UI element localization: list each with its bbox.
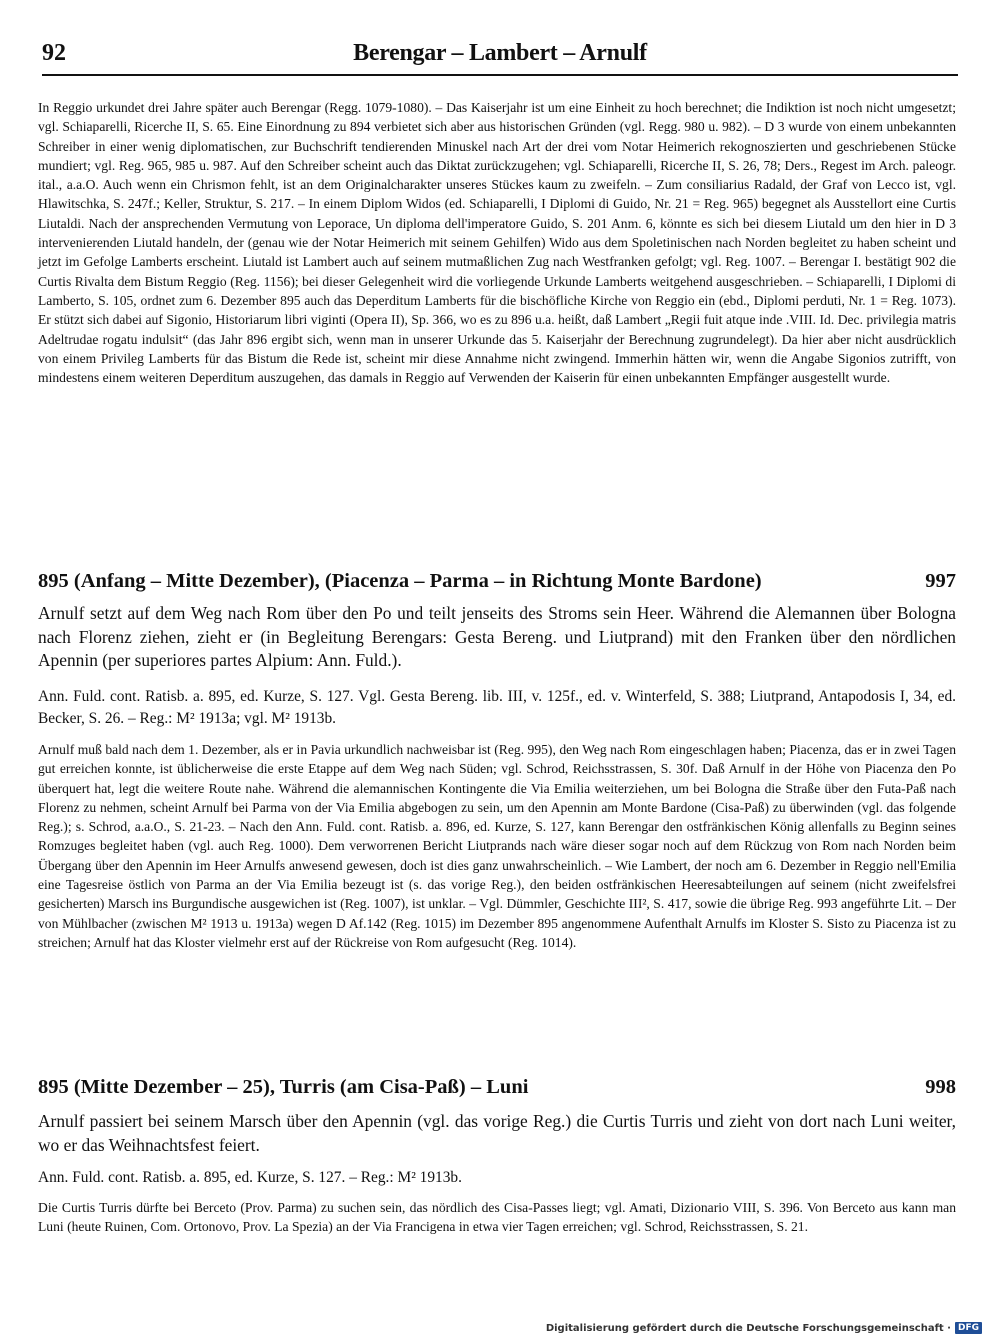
regest-997-sources: Ann. Fuld. cont. Ratisb. a. 895, ed. Kurze, S. 127. Vgl. Gesta Bereng. lib. III, v. 125f., ed. v. Winterfeld, S. 388; Liutprand, Antapodosis I, 34, ed. Becker, S. 26. – Reg.: M² 1913a; vgl. M² 1913b. <box>38 688 956 727</box>
dfg-footer <box>546 1321 982 1335</box>
regest-998-text: Arnulf passiert bei seinem Marsch über den Apennin (vgl. das vorige Reg.) die Curtis Turris und zieht von dort nach Luni weiter, wo er das Weihnachtsfest feiert. <box>38 1111 956 1155</box>
regest-998-sources: Ann. Fuld. cont. Ratisb. a. 895, ed. Kurze, S. 127. – Reg.: M² 1913b. <box>38 1169 462 1186</box>
regest-997-text: Arnulf setzt auf dem Weg nach Rom über den Po und teilt jenseits des Stroms sein Heer. Während die Alemannen über Bologna nach Florenz ziehen, zieht er (in Begleitung Berengars: Gesta Bereng. und Liutprand) mit den Franken über den nördlichen Apennin (per superiores partes Alpium: Ann. Fuld.). <box>38 603 956 670</box>
regest-998-date-place: 895 (Mitte Dezember – 25), Turris (am Cisa-Paß) – Luni <box>38 1076 529 1098</box>
regest-998-heading <box>38 1074 956 1100</box>
footer-text: Digitalisierung gefördert durch die Deutsche Forschungsgemeinschaft · <box>545 1322 951 1334</box>
running-title: Berengar – Lambert – Arnulf <box>353 40 647 66</box>
regest-997-date-place: 895 (Anfang – Mitte Dezember), (Piacenza – Parma – in Richtung Monte Bardone) <box>38 570 762 592</box>
regest-998-commentary: Die Curtis Turris dürfte bei Berceto (Prov. Parma) zu suchen sein, das nördlich des Cisa-Passes liegt; vgl. Amati, Dizionario VIII, S. 396. Von Berceto aus kann man Luni (heute Ruinen, Com. Ortonovo, Prov. La Spezia) an der Via Francigena in etwa vier Tagen erreichen; vgl. Schrod, Reichsstrassen, S. 21. <box>38 1200 956 1235</box>
regest-997-heading <box>38 568 956 594</box>
page-header <box>42 40 958 76</box>
dfg-logo: DFG <box>955 1322 982 1334</box>
regest-998-number: 998 <box>925 1076 956 1098</box>
commentary-prev-regest: In Reggio urkundet drei Jahre später auch Berengar (Regg. 1079-1080). – Das Kaiserjahr ist um eine Einheit zu hoch berechnet; die Indiktion ist noch nicht umgesetzt; vgl. Schiaparelli, Ricerche II, S. 65. Eine Einordnung zu 894 verbietet sich aber aus historischen Gründen (vgl. Regg. 980 u. 982). – D 3 wurde von einem unbekannten Schreiber in einer wenig diplomatischen, zur Buchschrift tendierenden Minuskel nach Art der drei vom Notar Heimerich rekognoszierten und geschriebenen Stücke mundiert; vgl. Reg. 965, 985 u. 987. Auf den Schreiber scheint auch das Diktat zurückzugehen; vgl. Schiaparelli, Ricerche II, S. 26, 78; Ders., Regest im Arch. paleogr. ital., a.a.O. Auch wenn ein Chrismon fehlt, ist an dem Originalcharakter unseres Stückes kaum zu zweifeln. – Zum consiliarius Radald, der Graf von Lecco ist, vgl. Hlawitschka, S. 247f.; Keller, Struktur, S. 217. – In einem Diplom Widos (ed. Schiaparelli, I Diplomi di Guido, Nr. 21 = Reg. 965) begegnet als Ausstellort eine Curtis Liutaldi. Nach der ansprechenden Vermutung von Leporace, Un diploma dell'imperatore Guido, S. 201 Anm. 6, könnte es sich bei diesem Liutald um den hier in D 3 intervenierenden Liutald handeln, der (genau wie der Notar Heimerich mit seinem Gehilfen) Wido aus dem Spoletinischen nach Norden begleitet zu haben scheint und jetzt im Gefolge Lamberts erscheint. Liutald ist Lambert auch auf seinem mutmaßlichen Zug nach Westfranken gefolgt; vgl. Reg. 1007. – Berengar I. bestätigt 902 die Curtis Rivalta dem Bistum Reggio (Reg. 1156); bei dieser Gelegenheit wird die vorliegende Urkunde Lamberts weitgehend ausgeschrieben. – Schiaparelli, I Diplomi di Lamberto, S. 105, ordnet zum 6. Dezember 895 auch das Deperditum Lamberts für die bischöfliche Kirche von Reggio ein (ebd., Diplomi perduti, Nr. 1 = Reg. 1073). Er stützt sich dabei auf Sigonio, Historiarum libri viginti (Opera II), Sp. 366, wo es zu 896 u.a. heißt, daß Lambert „Regii fuit atque inde .VIII. Id. Dec. privilegia matris Adeltrudae rogatu indulsit“ (das Jahr 896 ergibt sich, wenn man in unserer Urkunde das 5. Kaiserjahr der Berechnung zugrundelegt). Da hier aber nicht ausdrücklich von einem Privileg Lamberts für das Bistum die Rede ist, scheint mir diese Annahme nicht zwingend. Immerhin hätten wir, wenn die Angabe Sigonios zutrifft, von mindestens einem weiteren Deperditum auszugehen, das damals in Reggio auf Verwenden der Kaiserin für einen unbekannten Empfänger ausgestellt wurde. <box>38 100 956 386</box>
page-number: 92 <box>42 40 66 66</box>
regest-997-number: 997 <box>925 570 956 592</box>
regest-997-commentary: Arnulf muß bald nach dem 1. Dezember, als er in Pavia urkundlich nachweisbar ist (Reg. 995), den Weg nach Rom eingeschlagen haben; Piacenza, das er in zwei Tagen gut erreichen konnte, ist üblicherweise die erste Etappe auf dem Weg nach Süden; vgl. Schrod, Reichsstrassen, S. 30f. Daß Arnulf in der Höhe von Piacenza den Po überquert hat, legt die weitere Route nahe. Während die alemannischen Kontingente die Via Emilia weiterziehen, um bei Bologna die Straße über den Futa-Paß nach Florenz zu nehmen, scheint Arnulf bei Parma von der Via Emilia abgebogen zu sein, um den Apennin am Monte Bardone (Cisa-Paß) zu überwinden (vgl. das folgende Reg.); s. Schrod, a.a.O., S. 21-23. – Nach den Ann. Fuld. cont. Ratisb. a. 896, ed. Kurze, S. 127, kann Berengar den ostfränkischen König allenfalls zu Beginn seines Romzuges begleitet haben (vgl. auch Reg. 1000). Dem verworrenen Bericht Liutprands nach wäre dieser sogar noch auf dem Rückzug von Rom nach Norden beim Übergang über den Apennin im Heer Arnulfs anwesend gewesen, doch ist dies ganz unwahrscheinlich. – Wie Lambert, der noch am 6. Dezember in Reggio nell'Emilia eine Tagesreise östlich von Parma an der Via Emilia bezeugt ist (s. das vorige Reg.), den beiden ostfränkischen Heeresabteilungen auf seinem (nicht zweifelsfrei gesicherten) Marsch ins Burgundische ausgewichen ist (Reg. 1007), ist unklar. – Vgl. Dümmler, Geschichte III², S. 417, sowie die übrige Reg. 993 angeführte Lit. – Der von Mühlbacher (zwischen M² 1913 u. 1913a) wegen D Af.142 (Reg. 1015) im Dezember 895 angenommene Aufenthalt Arnulfs im Kloster S. Sisto zu Piacenza ist zu streichen; Arnulf hat das Kloster vielmehr erst auf der Rückreise von Rom aufgesucht (Reg. 1014). <box>38 742 956 950</box>
